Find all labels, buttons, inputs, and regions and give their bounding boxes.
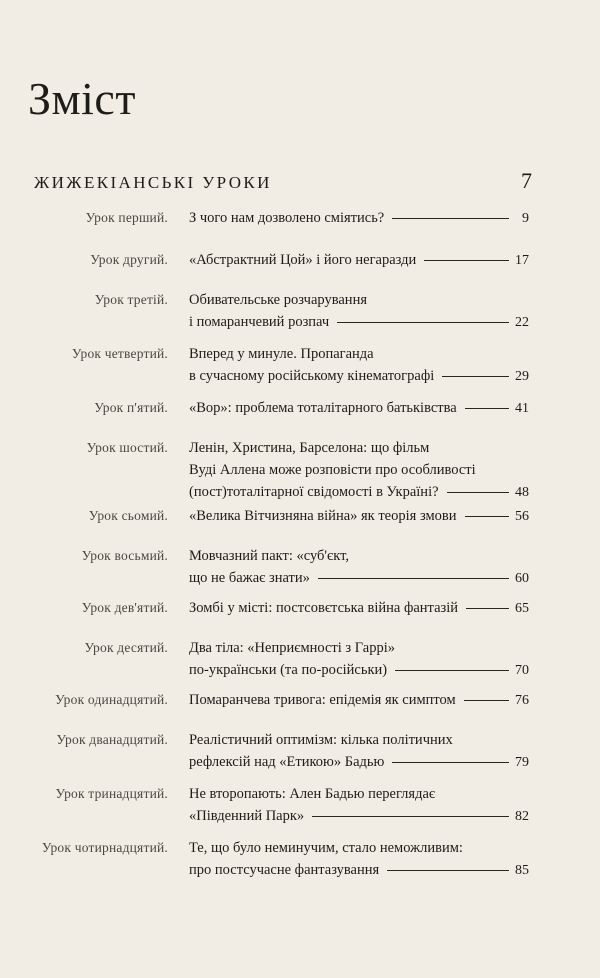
page-number: 65 [515, 601, 529, 616]
lesson-label: Урок восьмий. [81, 548, 168, 563]
entry-title [189, 837, 529, 881]
leader-line [465, 408, 509, 409]
entry-title-text: Реалістичний оптимізм: кілька політичних [189, 732, 453, 748]
entry-title [189, 729, 529, 773]
entry-title-line [189, 249, 529, 271]
entry-title-line [189, 289, 529, 311]
lesson-label: Урок дев'ятий. [81, 600, 168, 615]
lesson-label: Урок третій. [94, 292, 168, 307]
entry-title-line [189, 365, 529, 387]
entry-title-line [189, 751, 529, 773]
lesson-label: Урок п'ятий. [94, 400, 168, 415]
page-number: 56 [515, 509, 529, 524]
entry-title-line [189, 545, 529, 567]
leader-line [318, 578, 509, 579]
leader-line [466, 608, 509, 609]
lesson-label: Урок шостий. [86, 440, 168, 455]
entry-title-text: по-українськи (та по-російськи) [189, 662, 388, 678]
page-title: Зміст [28, 73, 136, 124]
entry-title-line [189, 397, 529, 419]
page-number: 22 [515, 315, 529, 330]
entry-title-line [189, 805, 529, 827]
entry-title-text: (пост)тоталітарної свідомості в Україні? [189, 484, 439, 500]
entry-title-text: З чого нам дозволено сміятись? [189, 210, 385, 226]
entry-title-line [189, 783, 529, 805]
leader-line [424, 260, 509, 261]
leader-line [464, 700, 509, 701]
entry-title [189, 289, 529, 333]
section-heading [34, 168, 532, 194]
entry-title-line [189, 597, 529, 619]
leader-line [387, 870, 509, 871]
entry-title-text: Вперед у минуле. Пропаганда [189, 346, 374, 362]
entry-title-line [189, 481, 529, 503]
entry-title-text: що не бажає знати» [189, 570, 310, 586]
entry-title [189, 783, 529, 827]
entry-title-text: про постсучасне фантазування [189, 862, 380, 878]
entry-title-text: і помаранчевий розпач [189, 314, 330, 330]
entry-title-text: Помаранчева тривога: епідемія як симптом [189, 692, 456, 708]
entry-title-line [189, 505, 529, 527]
page-number: 9 [522, 211, 529, 226]
entry-title-text: в сучасному російському кінематографі [189, 368, 435, 384]
entry-title-text: «Південний Парк» [189, 808, 305, 824]
page-number: 41 [515, 401, 529, 416]
entry-title-line [189, 459, 529, 481]
entry-title [189, 505, 529, 527]
entry-title-line [189, 729, 529, 751]
page-number: 48 [515, 485, 529, 500]
entry-title [189, 545, 529, 589]
entry-title [189, 597, 529, 619]
leader-line [442, 376, 509, 377]
leader-line [392, 218, 509, 219]
leader-line [447, 492, 509, 493]
entry-title [189, 249, 529, 271]
lesson-label: Урок чотирнадцятий. [41, 840, 168, 855]
entry-title [189, 437, 529, 503]
entry-title [189, 689, 529, 711]
entry-title-text: «Велика Вітчизняна війна» як теорія змови [189, 508, 457, 524]
leader-line [337, 322, 509, 323]
leader-line [395, 670, 509, 671]
section-page-number: 7 [521, 168, 532, 193]
entry-title-text: Те, що було неминучим, стало неможливим: [189, 840, 463, 856]
entry-title [189, 207, 529, 229]
entry-title-line [189, 207, 529, 229]
entry-title-line [189, 637, 529, 659]
section-title: ЖИЖЕКІАНСЬКІ УРОКИ [34, 173, 272, 192]
page-number: 60 [515, 571, 529, 586]
page-number: 29 [515, 369, 529, 384]
entry-title-text: Мовчазний пакт: «суб'єкт, [189, 548, 349, 564]
entry-title-text: Ленін, Христина, Барселона: що фільм [189, 440, 430, 456]
entry-title [189, 343, 529, 387]
lesson-label: Урок дванадцятий. [56, 732, 168, 747]
entry-title-line [189, 311, 529, 333]
lesson-label: Урок перший. [85, 210, 168, 225]
page-number: 85 [515, 863, 529, 878]
entry-title-text: Два тіла: «Неприємності з Гаррі» [189, 640, 396, 656]
lesson-label: Урок сьомий. [88, 508, 168, 523]
entry-title-line [189, 659, 529, 681]
entry-title-line [189, 437, 529, 459]
entry-title-line [189, 837, 529, 859]
entry-title-text: рефлексій над «Етикою» Бадью [189, 754, 385, 770]
page-number: 82 [515, 809, 529, 824]
lesson-label: Урок одинадцятий. [55, 692, 168, 707]
entry-title-text: Обивательське розчарування [189, 292, 367, 308]
entry-title-line [189, 343, 529, 365]
entry-title-line [189, 689, 529, 711]
entry-title-line [189, 859, 529, 881]
page-number: 79 [515, 755, 529, 770]
leader-line [465, 516, 510, 517]
entry-title-line [189, 567, 529, 589]
page-number: 70 [515, 663, 529, 678]
entry-title-text: Вуді Аллена може розповісти про особливості [189, 462, 476, 478]
entry-title-text: Не второпають: Ален Бадью переглядає [189, 786, 436, 802]
lesson-label: Урок тринадцятий. [55, 786, 168, 801]
lesson-label: Урок четвертий. [71, 346, 168, 361]
entry-title-text: Зомбі у місті: постсовєтська війна фантазій [189, 600, 459, 616]
entry-title-text: «Абстрактний Цой» і його негаразди [189, 252, 417, 268]
page-number: 17 [515, 253, 529, 268]
lesson-label: Урок другий. [90, 252, 168, 267]
entry-title [189, 637, 529, 681]
entry-title-text: «Вор»: проблема тоталітарного батьківства [189, 400, 457, 416]
leader-line [312, 816, 509, 817]
lesson-label: Урок десятий. [84, 640, 168, 655]
entry-title [189, 397, 529, 419]
leader-line [392, 762, 509, 763]
page-number: 76 [515, 693, 529, 708]
